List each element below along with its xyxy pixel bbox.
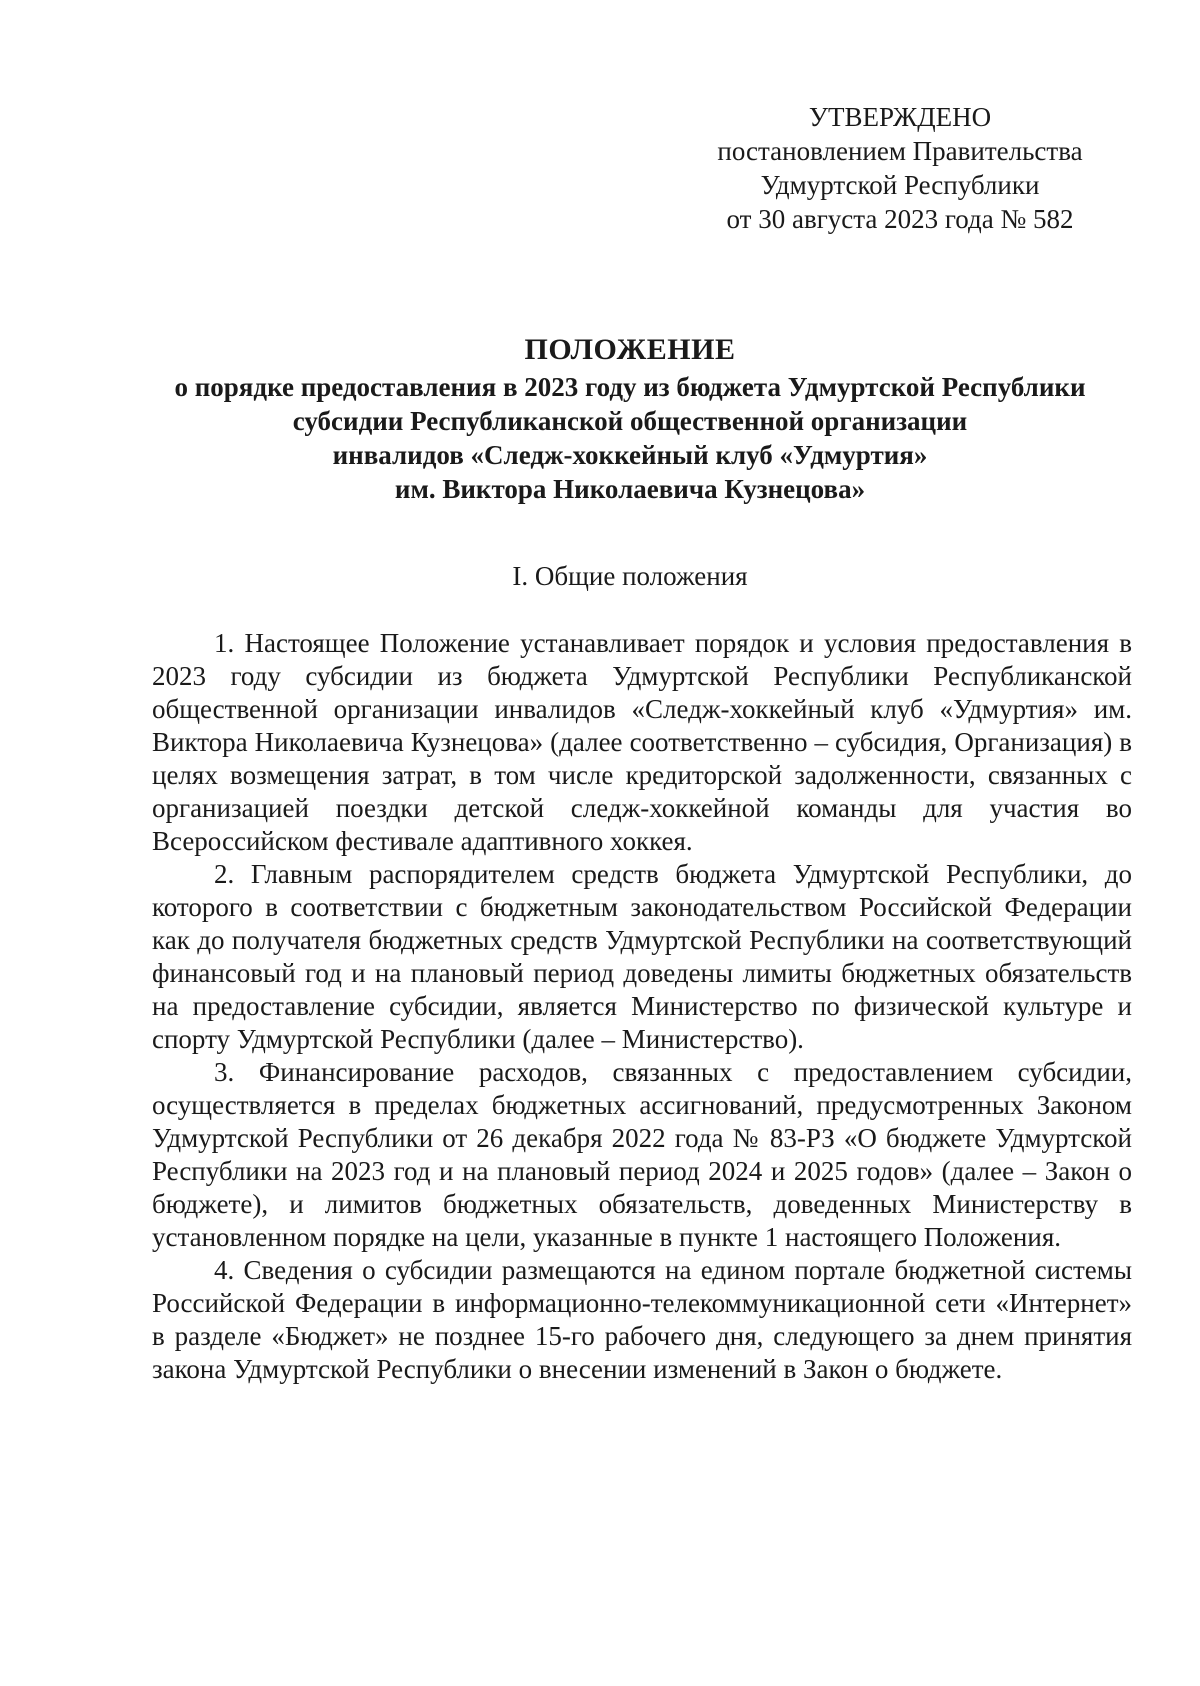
title-subtitle: [130, 370, 1130, 506]
approval-date-number: от 30 августа 2023 года № 582: [726, 204, 1074, 234]
subtitle-line: им. Виктора Николаевича Кузнецова»: [394, 474, 866, 504]
section-heading: I. Общие положения: [512, 561, 748, 591]
approval-republic: Удмуртской Республики: [760, 170, 1040, 200]
title-main: ПОЛОЖЕНИЕ: [524, 333, 736, 366]
approval-stamp: [690, 100, 1110, 236]
subtitle-line: инвалидов «Следж-хоккейный клуб «Удмуртия»: [332, 440, 928, 470]
approval-resolution: постановлением Правительства: [717, 136, 1083, 166]
subtitle-line: субсидии Республиканской общественной организации: [292, 406, 968, 436]
paragraph-3: 3. Финансирование расходов, связанных с предоставлением субсидии, осуществляется в пределах бюджетных ассигнований, предусмотренных Законом Удмуртской Республики от 26 декабря 2022 года № 83-РЗ «О бюджете Удмуртской Республики на 2023 год и на плановый период 2024 и 2025 годов» (далее – Закон о бюджете), и лимитов бюджетных обязательств, доведенных Министерству в установленном порядке на цели, указанные в пункте 1 настоящего Положения.: [152, 1057, 1132, 1252]
subtitle-line: о порядке предоставления в 2023 году из бюджета Удмуртской Республики: [174, 372, 1086, 402]
document-title: [130, 330, 1130, 506]
paragraph-4: 4. Сведения о субсидии размещаются на едином портале бюджетной системы Российской Федерации в информационно-телекоммуникационной сети «Интернет» в разделе «Бюджет» не позднее 15-го рабочего дня, следующего за днем принятия закона Удмуртской Республики о внесении изменений в Закон о бюджете.: [152, 1255, 1132, 1384]
paragraph-2: 2. Главным распорядителем средств бюджета Удмуртской Республики, до которого в соответствии с бюджетным законодательством Российской Федерации как до получателя бюджетных средств Удмуртской Республики на соответствующий финансовый год и на плановый период доведены лимиты бюджетных обязательств на предоставление субсидии, является Министерство по физической культуре и спорту Удмуртской Республики (далее – Министерство).: [152, 859, 1132, 1054]
approval-label: УТВЕРЖДЕНО: [808, 102, 992, 132]
paragraph-1: 1. Настоящее Положение устанавливает порядок и условия предоставления в 2023 году субсидии из бюджета Удмуртской Республики Республиканской общественной организации инвалидов «Следж-хоккейный клуб «Удмуртия» им. Виктора Николаевича Кузнецова» (далее соответственно – субсидия, Организация) в целях возмещения затрат, в том числе кредиторской задолженности, связанных с организацией поездки детской следж-хоккейной команды для участия во Всероссийском фестивале адаптивного хоккея.: [152, 628, 1132, 856]
section-body: [152, 627, 1132, 1386]
